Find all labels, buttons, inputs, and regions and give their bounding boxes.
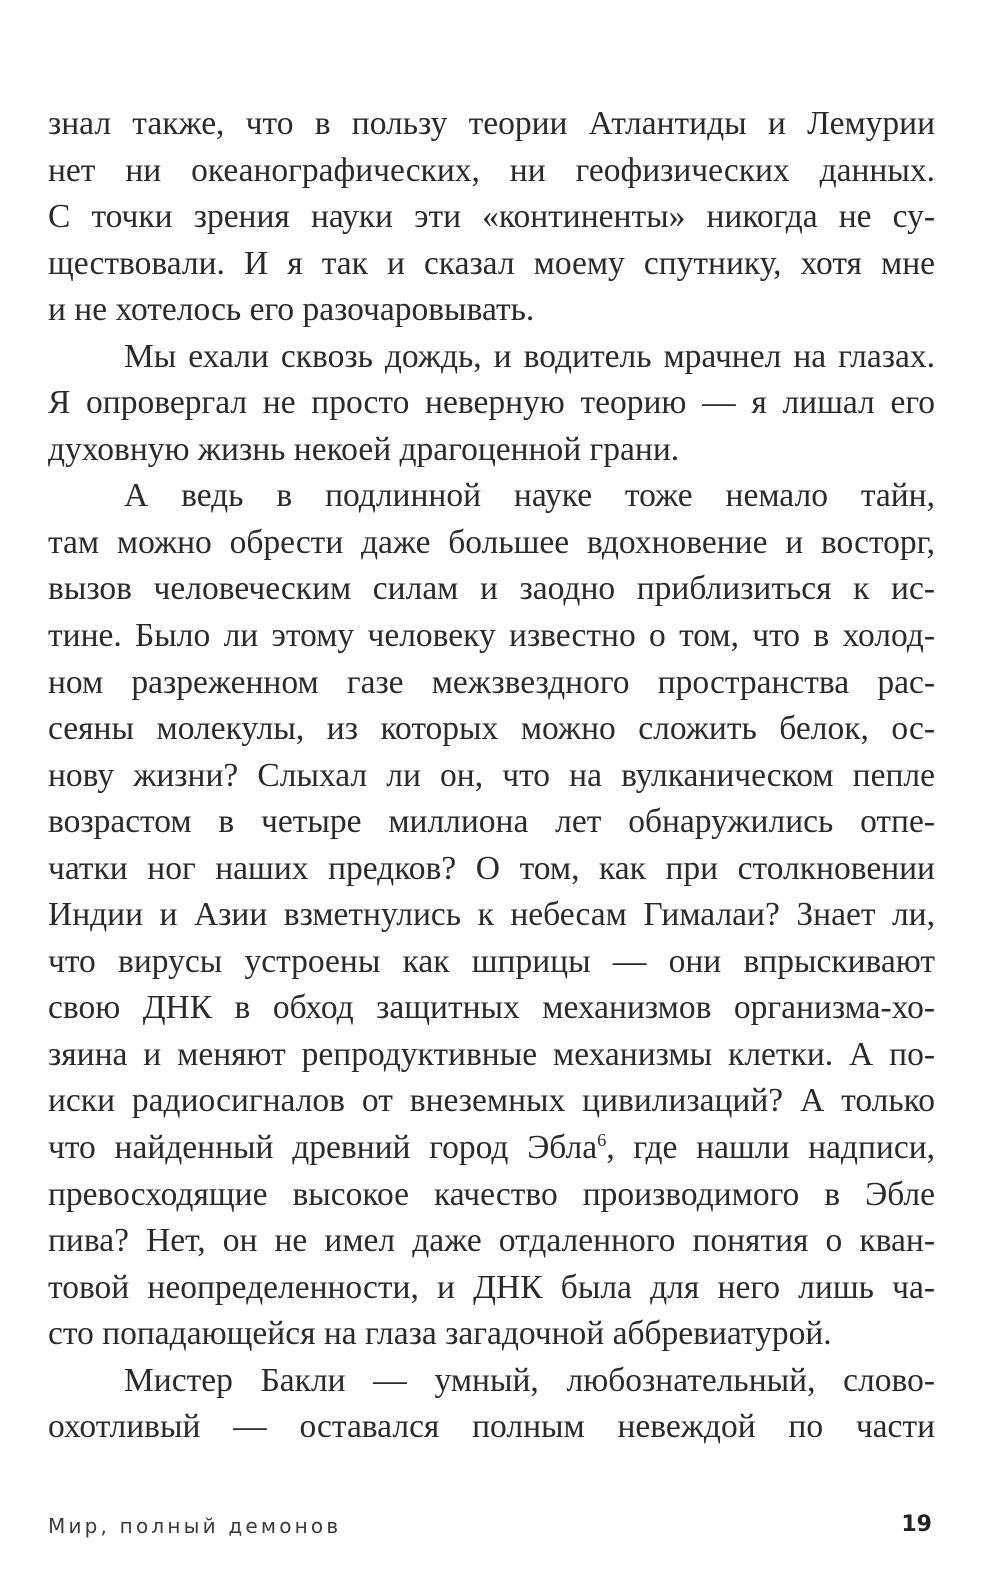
text-line: товой неопределенности, и ДНК была для него лишь ча- [48,1268,935,1306]
text-segment: , где нашли надписи, [606,1129,936,1167]
text-line: что вирусы устроены как шприцы — они впрыскивают [48,942,935,980]
page-number: 19 [901,1512,932,1537]
text-line: чатки ног наших предков? О том, как при столкновении [48,849,935,887]
paragraph-first-line: А ведь в подлинной науке тоже немало тайн, [124,477,935,515]
text-line: знал также, что в пользу теории Атлантиды и Лемурии [48,105,935,142]
page-body-text [48,101,935,1451]
text-line: превосходящие высокое качество производимого в Эбле [48,1175,935,1213]
running-title: Мир, полный демонов [48,1514,342,1538]
paragraph-first-line: Мистер Бакли — умный, любознательный, слово- [124,1361,935,1399]
text-line: Я опровергал не просто неверную теорию — я лишал его [48,384,935,422]
paragraph-first-line: Мы ехали сквозь дождь, и водитель мрачнел на глазах. [124,337,935,375]
text-line: иски радиосигналов от внеземных цивилизаций? А только [48,1082,935,1120]
text-line: сеяны молекулы, из которых можно сложить белок, ос- [48,710,935,748]
text-line: охотливый — оставался полным невеждой по части [48,1408,935,1446]
text-line: нову жизни? Слыхал ли он, что на вулканическом пепле [48,756,935,794]
text-line: Индии и Азии взметнулись к небесам Гималаи? Знает ли, [48,896,935,934]
text-line: вызов человеческим силам и заодно приблизиться к ис- [48,570,935,608]
text-line: сто попадающейся на глаза загадочной аббревиатурой. [48,1315,832,1353]
text-line: ном разреженном газе межзвездного пространства рас- [48,663,935,701]
text-line: там можно обрести даже большее вдохновение и восторг, [48,523,935,561]
text-segment: что найденный древний город Эбла [48,1129,598,1167]
text-line: тине. Было ли этому человеку известно о том, что в холод- [48,617,935,655]
text-line: свою ДНК в обход защитных механизмов организма-хо- [48,989,935,1027]
text-line: зяина и меняют репродуктивные механизмы клетки. А по- [48,1035,935,1073]
text-line: духовную жизнь некоей драгоценной грани. [48,430,680,468]
text-line: и не хотелось его разочаровывать. [48,291,535,329]
text-line-with-footnote [48,1125,935,1172]
text-line: пива? Нет, он не имел даже отдаленного понятия о кван- [48,1222,935,1260]
text-line: С точки зрения науки эти «континенты» никогда не су- [48,198,935,236]
footnote-marker[interactable]: 6 [597,1129,607,1150]
text-line: возрастом в четыре миллиона лет обнаружились отпе- [48,803,935,841]
text-line: ществовали. И я так и сказал моему спутнику, хотя мне [48,244,935,282]
text-line: нет ни океанографических, ни геофизических данных. [48,151,935,189]
